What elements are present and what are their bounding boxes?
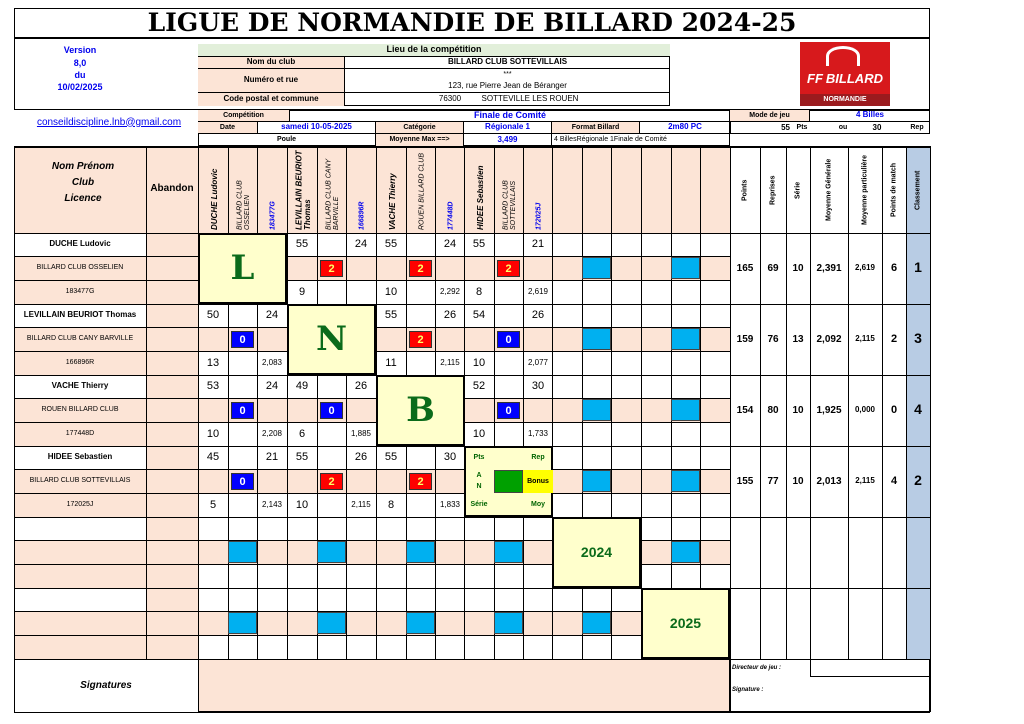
venue-street: 123, rue Pierre Jean de Béranger xyxy=(345,80,670,93)
player-moy-part: 2,619 xyxy=(854,262,876,272)
match-moyenne: 2,208 xyxy=(261,428,283,438)
grid-line xyxy=(700,146,701,659)
match-points-badge: 0 xyxy=(497,331,520,348)
mode-ou: ou xyxy=(838,124,848,132)
match-serie: 8 xyxy=(475,285,483,298)
player-serie: 10 xyxy=(792,262,804,274)
grid-line xyxy=(257,146,258,659)
grid-line xyxy=(346,146,347,659)
col-header-licence: 172025J xyxy=(535,202,543,230)
match-points-badge: 2 xyxy=(409,260,432,277)
match-serie: 13 xyxy=(206,356,220,369)
legend-moy: Moy xyxy=(531,501,545,509)
player-moy-part: 2,115 xyxy=(855,475,875,485)
match-points-badge: 0 xyxy=(231,473,254,490)
player-reprises: 76 xyxy=(767,333,779,345)
year-2024: 2024 xyxy=(580,543,613,560)
player-match-points: 0 xyxy=(890,403,898,416)
cell-bg xyxy=(376,564,465,588)
mode-label: Mode de jeu xyxy=(730,110,810,122)
grid-line xyxy=(146,146,147,659)
cell-bg xyxy=(376,588,465,611)
col-header-club: BILLARD CLUB OSSELIEN xyxy=(236,180,251,230)
match-reprises: 24 xyxy=(354,238,368,251)
match-serie: 9 xyxy=(298,285,306,298)
mode-rep-label: Rep xyxy=(910,124,924,132)
player-points: 165 xyxy=(736,262,754,274)
hdr-licence: Licence xyxy=(64,192,102,204)
player-rank: 4 xyxy=(914,401,922,418)
player-licence: 172025J xyxy=(66,501,94,509)
stat-header: Reprises xyxy=(769,175,777,205)
cell-bg xyxy=(198,564,287,588)
legend-pts: Pts xyxy=(473,453,485,461)
player-match-points: 6 xyxy=(890,261,898,274)
diagonal-letter: B xyxy=(406,389,435,430)
cell-bg xyxy=(552,422,641,446)
player-points: 155 xyxy=(736,475,754,487)
stat-header: Points xyxy=(741,179,749,201)
cell-bg xyxy=(641,564,730,588)
player-rank: 3 xyxy=(914,330,922,347)
signature-label: Signature : xyxy=(732,686,764,693)
empty-result-cell xyxy=(671,328,700,350)
grid-line xyxy=(14,588,930,589)
match-points: 45 xyxy=(206,451,220,464)
cell-bg xyxy=(464,588,553,611)
cell-bg xyxy=(198,635,287,659)
cell-bg xyxy=(464,635,553,659)
col-header-licence: 177448D xyxy=(447,201,455,230)
grid-line xyxy=(228,146,229,659)
page-title: LIGUE DE NORMANDIE DE BILLARD 2024-25 xyxy=(14,8,930,38)
venue-cp-label: Code postal et commune xyxy=(198,93,345,106)
match-points: 55 xyxy=(384,309,398,322)
match-points-badge: 2 xyxy=(320,260,343,277)
col-header-name: DUCHE Ludovic xyxy=(209,168,219,230)
player-reprises: 77 xyxy=(767,475,779,487)
match-serie: 8 xyxy=(387,498,395,511)
player-name: HIDEE Sebastien xyxy=(47,452,113,462)
match-serie: 6 xyxy=(298,427,306,440)
hdr-abandon: Abandon xyxy=(150,182,194,194)
cell-bg xyxy=(552,493,641,517)
cell-bg xyxy=(287,635,376,659)
match-moyenne: 1,833 xyxy=(439,499,461,509)
name-cell-bg xyxy=(14,517,146,540)
match-points: 50 xyxy=(206,309,220,322)
match-moyenne: 2,115 xyxy=(440,357,460,367)
version-date: 10/02/2025 xyxy=(57,82,103,93)
poule-label: Poule xyxy=(198,134,376,146)
player-reprises: 69 xyxy=(767,262,779,274)
match-points: 55 xyxy=(295,451,309,464)
match-points: 53 xyxy=(206,380,220,393)
match-moyenne: 1,733 xyxy=(527,428,549,438)
match-serie: 10 xyxy=(295,498,309,511)
stat-header: Points de match xyxy=(890,162,898,218)
year-2025: 2025 xyxy=(669,614,702,631)
grid-line xyxy=(494,146,495,659)
comp-desc: 4 BillesRégionale 1Finale de Comité xyxy=(554,136,667,144)
match-points-badge: 2 xyxy=(409,331,432,348)
match-points: 54 xyxy=(472,309,486,322)
stat-header: Classement xyxy=(914,170,922,210)
comp-label: Compétition xyxy=(198,110,290,122)
match-points: 55 xyxy=(295,238,309,251)
match-serie: 10 xyxy=(384,285,398,298)
cell-bg xyxy=(552,446,641,469)
version-number: 8,0 xyxy=(73,58,87,69)
cell-bg xyxy=(641,446,730,469)
player-match-points: 4 xyxy=(890,474,898,487)
mode-pts-value: 55 xyxy=(781,122,790,132)
cell-bg xyxy=(641,375,730,398)
player-moy-gen: 1,925 xyxy=(816,404,842,416)
match-points-badge: 0 xyxy=(231,331,254,348)
match-serie: 11 xyxy=(385,356,397,369)
grid-line xyxy=(317,146,318,659)
stat-header: Moyenne particulière xyxy=(861,154,869,226)
empty-result-cell xyxy=(494,612,523,634)
col-header-club: ROUEN BILLARD CLUB xyxy=(418,152,426,230)
player-rank: 1 xyxy=(914,259,922,276)
mode-value: 4 Billes xyxy=(810,110,930,122)
version-du: du xyxy=(74,70,86,81)
match-points: 55 xyxy=(384,238,398,251)
cell-bg xyxy=(641,304,730,327)
match-moyenne: 2,143 xyxy=(261,499,283,509)
empty-result-cell xyxy=(582,470,611,492)
player-serie: 13 xyxy=(792,333,804,345)
grid-line xyxy=(930,146,931,712)
match-reprises: 30 xyxy=(531,380,545,393)
player-club: ROUEN BILLARD CLUB xyxy=(41,406,119,414)
col-header-licence: 166896R xyxy=(358,201,366,230)
empty-result-cell xyxy=(671,541,700,563)
match-points-badge: 2 xyxy=(497,260,520,277)
empty-result-cell xyxy=(406,612,435,634)
cell-bg xyxy=(198,517,287,540)
match-moyenne: 2,115 xyxy=(351,499,371,509)
date-value: samedi 10-05-2025 xyxy=(258,122,376,134)
logo-text xyxy=(800,66,890,92)
signatures-label: Signatures xyxy=(80,680,132,691)
venue-street-label: Numéro et rue xyxy=(198,69,345,93)
diagonal-letter: N xyxy=(315,318,348,359)
logo-player-icon xyxy=(826,46,860,66)
legend-a: A xyxy=(476,471,482,479)
col-header-name: HIDEE Sebastien xyxy=(475,165,485,230)
moy-max-label: Moyenne Max ==> xyxy=(376,134,464,146)
diagonal-letter: L xyxy=(230,247,255,288)
match-points: 49 xyxy=(295,380,309,393)
grid-line xyxy=(14,611,730,612)
empty-result-cell xyxy=(406,541,435,563)
format-value: 2m80 PC xyxy=(640,122,730,134)
match-moyenne: 2,619 xyxy=(527,286,549,296)
empty-result-cell xyxy=(582,399,611,421)
empty-result-cell xyxy=(671,470,700,492)
cell-bg xyxy=(552,635,641,659)
match-serie: 10 xyxy=(472,427,486,440)
match-points-badge: 0 xyxy=(497,402,520,419)
venue-city: SOTTEVILLE LES ROUEN xyxy=(481,94,579,104)
player-reprises: 80 xyxy=(767,404,779,416)
match-points-badge: 2 xyxy=(409,473,432,490)
col-header-name: VACHE Thierry xyxy=(387,173,397,230)
grid-line xyxy=(14,712,930,713)
match-points-badge: 0 xyxy=(231,402,254,419)
player-moy-part: 0,000 xyxy=(854,404,876,414)
col-header-club: BILLARD CLUB SOTTEVILLAIS xyxy=(502,180,517,230)
cell-bg xyxy=(552,233,641,256)
cell-bg xyxy=(641,280,730,304)
logo-billard: BILLARD xyxy=(825,70,883,86)
empty-result-cell xyxy=(671,257,700,279)
cell-bg xyxy=(641,233,730,256)
legend-green xyxy=(494,470,523,493)
empty-result-cell xyxy=(228,541,257,563)
match-reprises: 30 xyxy=(443,451,457,464)
cell-bg xyxy=(376,517,465,540)
grid-line xyxy=(523,146,524,659)
cell-bg xyxy=(464,517,553,540)
format-label: Format Billard xyxy=(552,122,640,134)
cell-bg xyxy=(641,493,730,517)
match-moyenne: 2,292 xyxy=(439,286,461,296)
legend-serie: Série xyxy=(470,501,488,509)
empty-result-cell xyxy=(228,612,257,634)
comp-value: Finale de Comité xyxy=(290,110,730,122)
match-serie: 10 xyxy=(206,427,220,440)
col-header-club: BILLARD CLUB CANY BARVILLE xyxy=(325,158,340,230)
cell-bg xyxy=(198,588,287,611)
cell-bg xyxy=(287,517,376,540)
venue-name: BILLARD CLUB SOTTEVILLAIS xyxy=(345,57,670,69)
cell-bg xyxy=(552,588,641,611)
category-label: Catégorie xyxy=(376,122,464,134)
signature-area xyxy=(198,659,730,712)
player-licence: 177448D xyxy=(65,430,95,438)
match-reprises: 24 xyxy=(265,380,279,393)
name-cell-bg xyxy=(14,588,146,611)
venue-cp: 76300 xyxy=(438,94,462,104)
director-label: Directeur de jeu : xyxy=(732,664,782,671)
match-reprises: 24 xyxy=(443,238,457,251)
match-points-badge: 0 xyxy=(320,402,343,419)
legend-rep: Rep xyxy=(531,453,545,461)
col-header-licence: 183477G xyxy=(269,201,277,230)
match-serie: 5 xyxy=(209,498,217,511)
cell-bg xyxy=(641,422,730,446)
cell-bg xyxy=(552,280,641,304)
cell-bg xyxy=(552,304,641,327)
grid-line xyxy=(14,517,930,518)
col-header-name: LEVILLAIN BEURIOT Thomas xyxy=(294,150,312,230)
cell-bg xyxy=(287,588,376,611)
player-points: 154 xyxy=(736,404,754,416)
empty-result-cell xyxy=(582,328,611,350)
cell-bg xyxy=(552,351,641,375)
player-moy-part: 2,115 xyxy=(855,333,875,343)
venue-street-stars: *** xyxy=(503,70,512,78)
player-club: BILLARD CLUB SOTTEVILLAIS xyxy=(29,477,131,485)
venue-header: Lieu de la compétition xyxy=(198,44,670,57)
match-reprises: 24 xyxy=(265,309,279,322)
match-reprises: 26 xyxy=(531,309,545,322)
legend-n: N xyxy=(476,482,482,490)
stat-header: Moyenne Générale xyxy=(825,158,833,222)
match-serie: 10 xyxy=(472,356,486,369)
match-points-badge: 2 xyxy=(320,473,343,490)
hdr-nom: Nom Prénom xyxy=(51,160,115,172)
match-reprises: 26 xyxy=(443,309,457,322)
match-points: 55 xyxy=(384,451,398,464)
version-label: Version xyxy=(63,45,97,56)
hdr-club: Club xyxy=(71,176,95,188)
cell-bg xyxy=(287,564,376,588)
player-licence: 166896R xyxy=(65,359,95,367)
player-club: BILLARD CLUB CANY BARVILLE xyxy=(26,335,134,343)
stat-header: Série xyxy=(794,181,802,199)
match-moyenne: 2,083 xyxy=(261,357,283,367)
cell-bg xyxy=(641,517,730,540)
player-rank: 2 xyxy=(914,472,922,489)
logo-ff: FF xyxy=(807,70,823,86)
player-moy-gen: 2,013 xyxy=(816,475,842,487)
player-licence: 183477G xyxy=(65,288,95,296)
cell-bg xyxy=(552,375,641,398)
category-value: Régionale 1 xyxy=(464,122,552,134)
empty-result-cell xyxy=(582,257,611,279)
player-match-points: 2 xyxy=(890,332,898,345)
mode-rep-value: 30 xyxy=(872,122,882,132)
empty-result-cell xyxy=(671,399,700,421)
match-points: 55 xyxy=(472,238,486,251)
player-moy-gen: 2,092 xyxy=(816,333,842,345)
player-points: 159 xyxy=(736,333,754,345)
legend-bonus: Bonus xyxy=(523,470,553,493)
player-name: VACHE Thierry xyxy=(51,381,109,391)
cell-bg xyxy=(464,564,553,588)
date-label: Date xyxy=(198,122,258,134)
cell-bg xyxy=(641,351,730,375)
logo-region: NORMANDIE xyxy=(823,96,867,104)
empty-result-cell xyxy=(582,612,611,634)
empty-result-cell xyxy=(494,541,523,563)
cell-bg xyxy=(376,635,465,659)
grid-line xyxy=(14,635,730,636)
mode-pts-label: Pts xyxy=(796,124,808,132)
empty-result-cell xyxy=(317,612,346,634)
email-link[interactable]: conseildiscipline.lnb@gmail.com xyxy=(36,116,182,128)
match-moyenne: 1,885 xyxy=(350,428,372,438)
player-name: DUCHE Ludovic xyxy=(49,239,111,249)
moy-max-value: 3,499 xyxy=(464,134,552,146)
director-box xyxy=(810,659,930,677)
match-reprises: 26 xyxy=(354,451,368,464)
match-reprises: 21 xyxy=(265,451,279,464)
match-reprises: 21 xyxy=(531,238,545,251)
player-name: LEVILLAIN BEURIOT Thomas xyxy=(23,310,137,320)
match-reprises: 26 xyxy=(354,380,368,393)
player-club: BILLARD CLUB OSSELIEN xyxy=(36,264,124,272)
grid-line xyxy=(14,146,930,148)
venue-name-label: Nom du club xyxy=(198,57,345,69)
player-serie: 10 xyxy=(792,475,804,487)
match-points: 52 xyxy=(472,380,486,393)
empty-result-cell xyxy=(317,541,346,563)
player-moy-gen: 2,391 xyxy=(816,262,842,274)
player-serie: 10 xyxy=(792,404,804,416)
match-moyenne: 2,077 xyxy=(527,357,549,367)
